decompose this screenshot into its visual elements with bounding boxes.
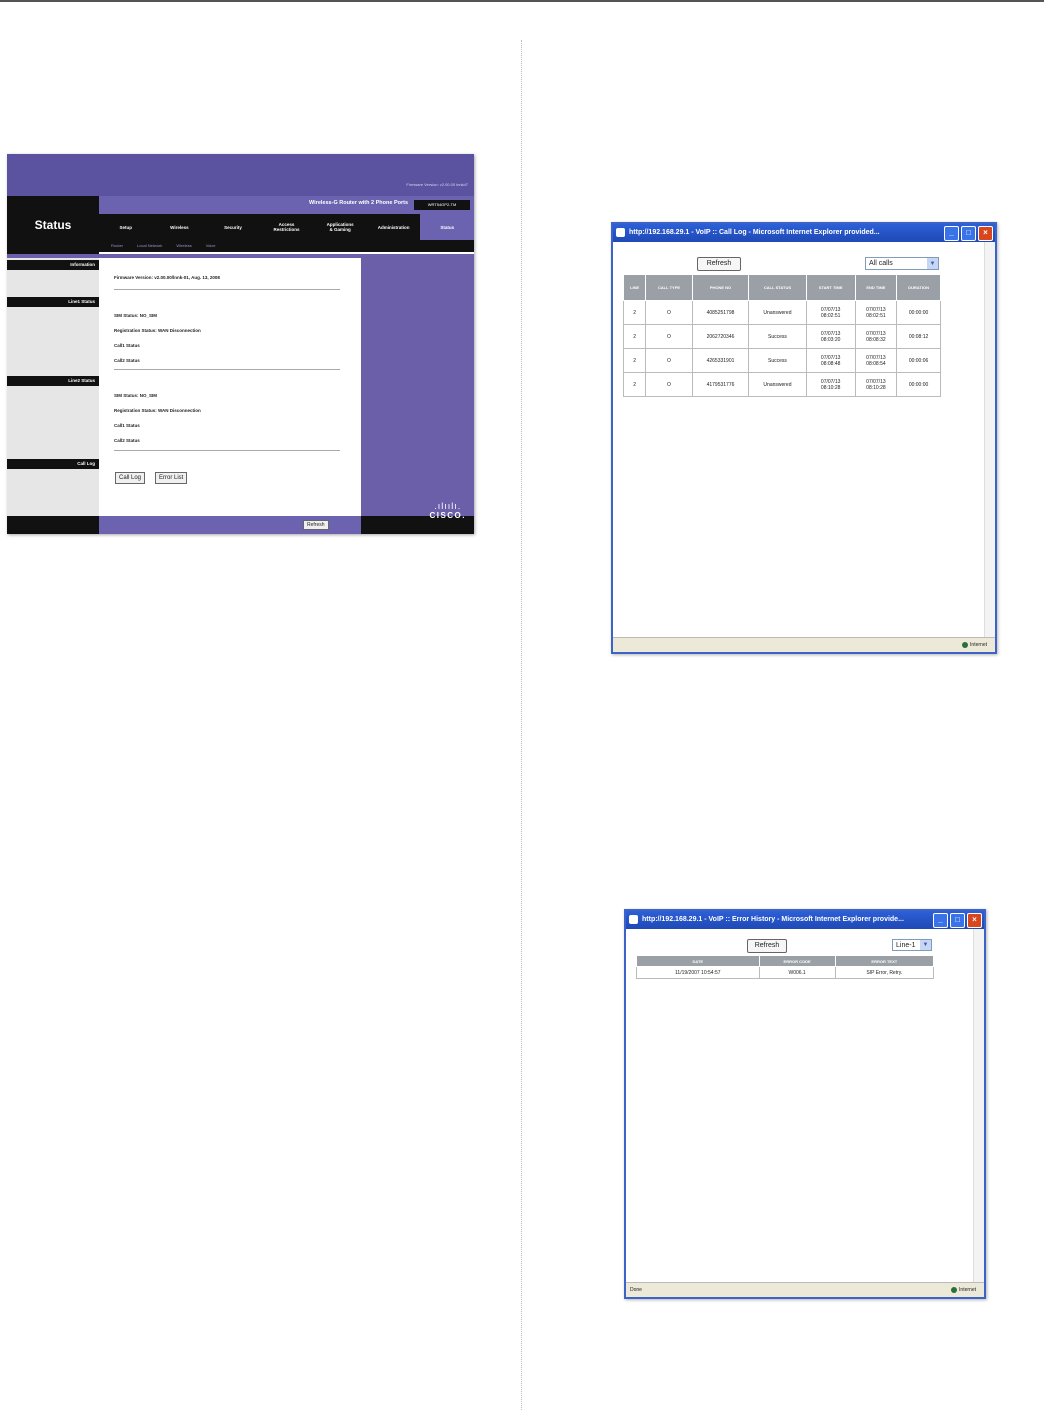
cell-call-status: Success [749,325,806,349]
browser-status-bar [613,637,995,652]
cell-call-status: Unanswered [749,373,806,397]
maximize-icon[interactable]: □ [950,913,965,928]
tab-wireless[interactable]: Wireless [170,224,189,230]
line1-registration-status: Registration Status: WAN Disconnection [114,328,201,333]
cell-phone-no: 2062720346 [692,325,749,349]
cell-call-type: O [646,301,692,325]
subtab-local-network[interactable]: Local Network [137,242,163,248]
cell-end-time: 07/07/13 08:10:28 [855,373,896,397]
line-select-value: Line-1 [896,942,916,949]
col-end-time: END TIME [855,275,896,301]
cell-start-time: 07/07/13 08:08:48 [806,349,855,373]
table-header-row [624,275,941,301]
minimize-icon[interactable]: _ [933,913,948,928]
cell-phone-no: 4179531776 [692,373,749,397]
col-call-type: CALL TYPE [646,275,692,301]
ie-icon [629,915,638,924]
cisco-logo-text: CISCO. [429,511,466,520]
col-start-time: START TIME [806,275,855,301]
cell-call-status: Unanswered [749,301,806,325]
col-duration: DURATION [897,275,941,301]
cell-date: 11/19/2007 10:54:57 [637,967,760,979]
minimize-icon[interactable]: _ [944,226,959,241]
cell-line: 2 [624,349,646,373]
table-row [624,325,941,349]
line2-sim-status: SIM Status: NO_SIM [114,393,158,398]
cell-phone-no: 4265331901 [692,349,749,373]
zone-indicator [951,1283,976,1297]
firmware-header-label: Firmware Version: v2.00.00 lnnkd7 [406,182,468,187]
subtab-router[interactable]: Router [111,242,124,248]
section-line1-status: Line1 Status [7,297,99,307]
cell-line: 2 [624,301,646,325]
cell-call-type: O [646,325,692,349]
call-filter-select[interactable] [865,257,939,270]
globe-icon [962,642,968,648]
refresh-button[interactable]: Refresh [303,520,329,530]
cell-end-time: 07/07/13 08:02:51 [855,301,896,325]
page-top-rule [0,0,1044,2]
divider [114,369,340,370]
cell-call-status: Success [749,349,806,373]
cell-call-type: O [646,349,692,373]
scrollbar[interactable] [984,242,995,638]
main-tabs [99,214,474,240]
window-controls [933,913,982,928]
line2-call2-status: Call2 Status [114,438,140,443]
col-line: LINE [624,275,646,301]
col-error-code: ERROR CODE [759,956,835,967]
tab-status[interactable]: Status [420,214,474,240]
error-history-titlebar [626,911,984,929]
cell-line: 2 [624,373,646,397]
line-select[interactable] [892,939,932,951]
zone-label: Internet [959,1287,976,1293]
chevron-down-icon: ▼ [927,258,938,269]
zone-indicator [962,638,987,652]
cell-duration: 00:00:06 [897,349,941,373]
tab-setup[interactable]: Setup [119,224,133,230]
refresh-button[interactable]: Refresh [697,257,741,271]
tab-administration[interactable]: Administration [377,224,410,230]
column-separator [521,40,522,1410]
close-icon[interactable]: × [967,913,982,928]
cell-error-text: SIP Error, Retry. [835,967,933,979]
line1-sim-status: SIM Status: NO_SIM [114,313,158,318]
error-history-window [624,909,986,1299]
product-name: Wireless-G Router with 2 Phone Ports [309,200,408,206]
tab-security[interactable]: Security [224,224,242,230]
divider [114,450,340,451]
close-icon[interactable]: × [978,226,993,241]
table-row [624,301,941,325]
section-information: Information [7,260,99,270]
firmware-version: Firmware Version: v2.00.00/lnnk-01, Aug. 13, 2008 [114,275,220,280]
section-call-log: Call Log [7,459,99,469]
call-log-window [611,222,997,654]
cell-start-time: 07/07/13 08:02:51 [806,301,855,325]
cell-duration: 00:00:00 [897,373,941,397]
error-history-window-title: http://192.168.29.1 - VoIP :: Error History - Microsoft Internet Explorer provide... [642,916,904,923]
zone-label: Internet [970,642,987,648]
section-line2-status: Line2 Status [7,376,99,386]
call-log-button[interactable]: Call Log [115,472,145,484]
col-call-status: CALL STATUS [749,275,806,301]
error-list-button[interactable]: Error List [155,472,187,484]
line2-call1-status: Call1 Status [114,423,140,428]
call-log-window-title: http://192.168.29.1 - VoIP :: Call Log - Microsoft Internet Explorer provided... [629,229,880,236]
refresh-button[interactable]: Refresh [747,939,787,953]
line1-call1-status: Call1 Status [114,343,140,348]
ie-icon [616,228,625,237]
chevron-down-icon: ▼ [920,940,931,950]
cell-start-time: 07/07/13 08:10:28 [806,373,855,397]
col-date: DATE [637,956,760,967]
tab-access-restrictions[interactable]: Access Restrictions [273,222,300,232]
globe-icon [951,1287,957,1293]
col-phone-no: PHONE NO [692,275,749,301]
cell-end-time: 07/07/13 08:08:54 [855,349,896,373]
scrollbar[interactable] [973,929,984,1283]
line2-registration-status: Registration Status: WAN Disconnection [114,408,201,413]
cell-phone-no: 4085251798 [692,301,749,325]
table-row [624,349,941,373]
call-filter-value: All calls [869,260,893,267]
cisco-logo [429,502,466,520]
subtab-wireless[interactable]: Wireless [176,242,192,248]
call-log-titlebar [613,224,995,242]
cisco-logo-bars: .ılıılı. [434,501,462,511]
model-badge: WRT54GP2-TM [414,200,470,210]
router-top-banner [7,154,474,196]
cell-duration: 00:08:12 [897,325,941,349]
line1-call2-status: Call2 Status [114,358,140,363]
router-status-screenshot [7,154,474,534]
tab-underline [99,252,474,254]
table-row [637,967,934,979]
cell-call-type: O [646,373,692,397]
cell-duration: 00:00:00 [897,301,941,325]
cell-start-time: 07/07/13 08:03:20 [806,325,855,349]
cell-error-code: W006.1 [759,967,835,979]
subtab-voice[interactable]: Voice [205,242,216,248]
col-error-text: ERROR TEXT [835,956,933,967]
sub-tabs [99,240,474,250]
error-history-table [636,955,934,979]
cell-line: 2 [624,325,646,349]
status-text: Done [630,1287,642,1293]
table-row [624,373,941,397]
page-title: Status [34,218,72,232]
cell-end-time: 07/07/13 08:08:32 [855,325,896,349]
browser-status-bar [626,1282,984,1297]
divider [114,289,340,290]
maximize-icon[interactable]: □ [961,226,976,241]
table-header-row [637,956,934,967]
window-controls [944,226,993,241]
tab-applications-gaming[interactable]: Applications & Gaming [326,222,354,232]
call-log-table [623,274,941,397]
